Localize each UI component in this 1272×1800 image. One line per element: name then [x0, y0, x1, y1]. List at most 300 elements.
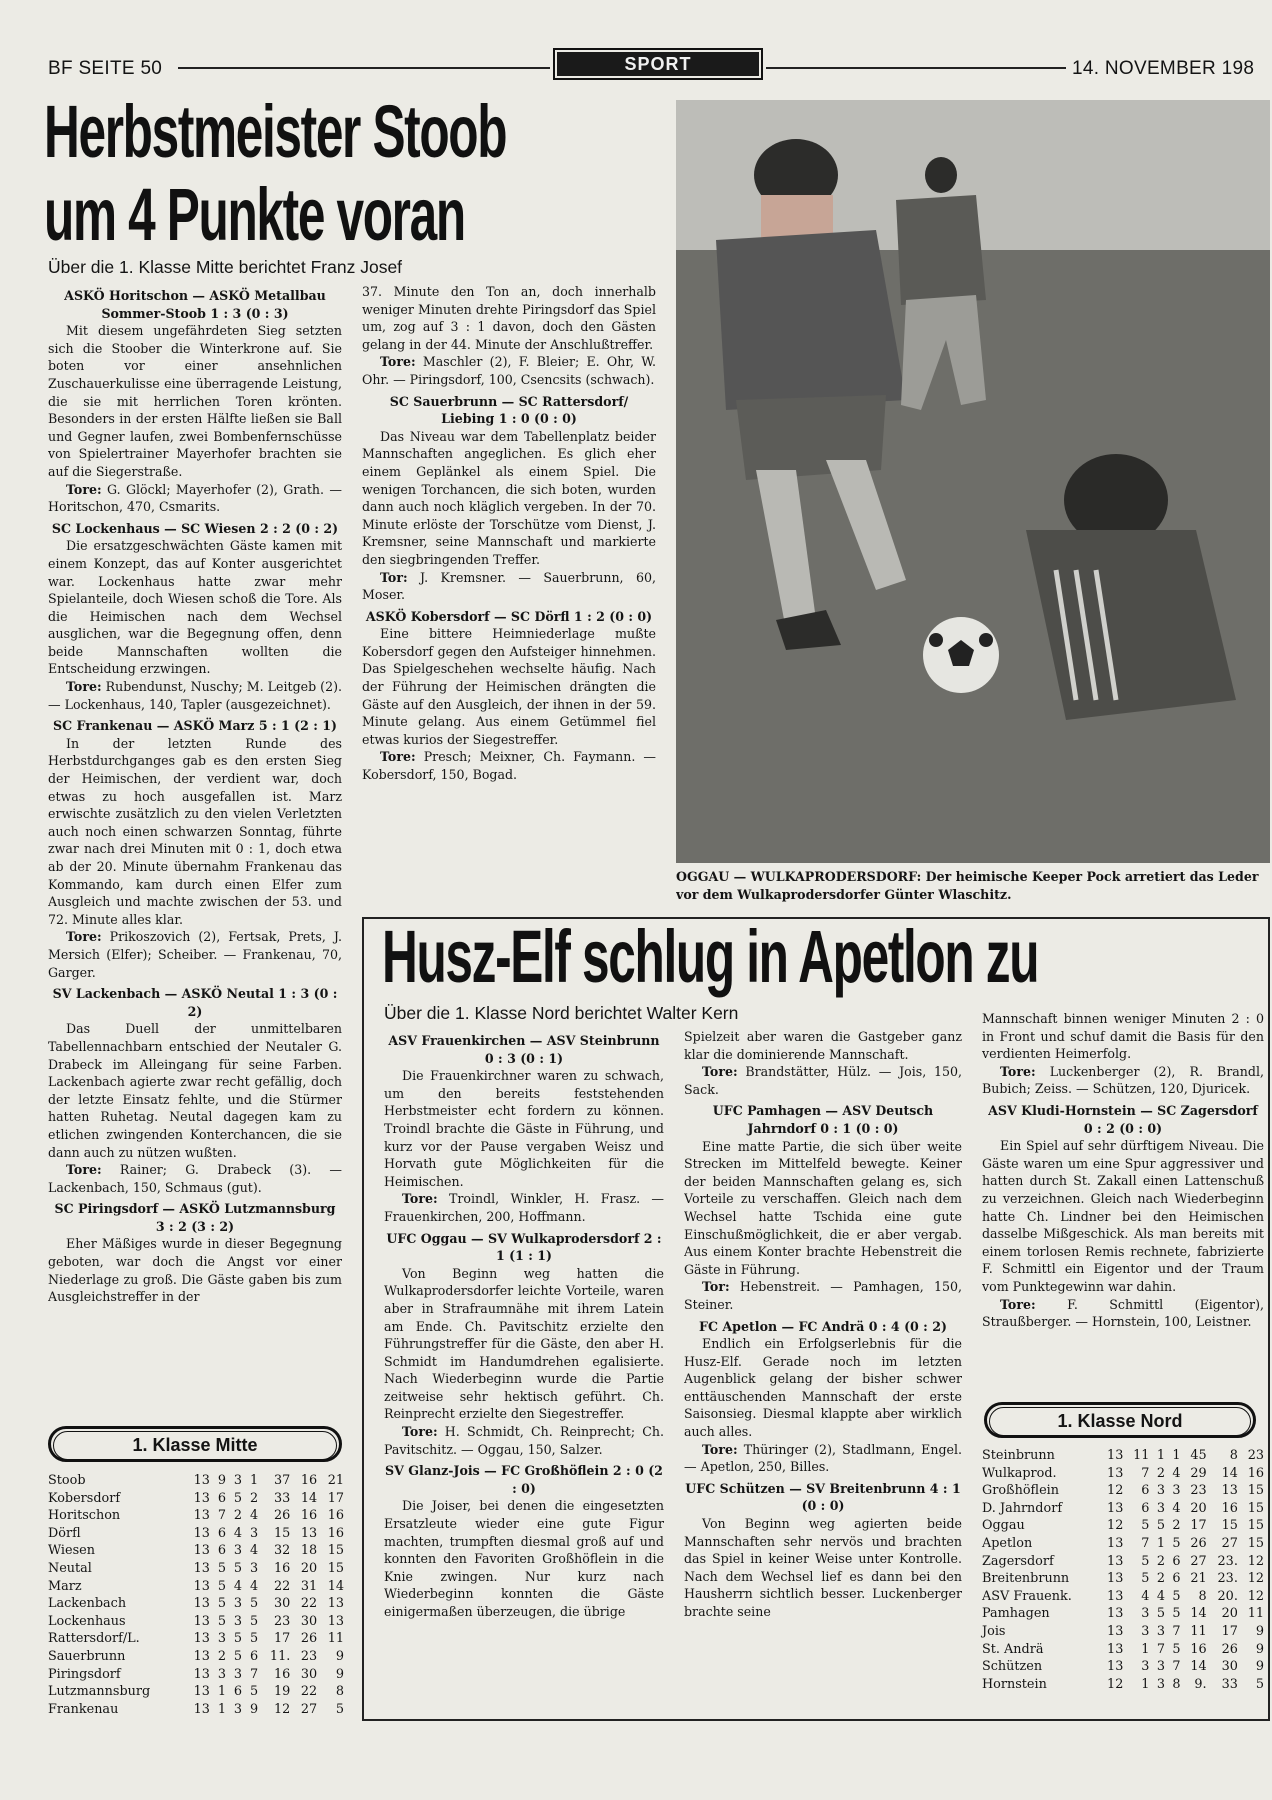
stat-cell: 3: [217, 1666, 226, 1682]
team-name: Jois: [982, 1623, 1006, 1639]
stat-cell: 13: [193, 1596, 210, 1612]
report-paragraph: Das Duell der unmittelbaren Tabellennachbarn entschied der Neutaler G. Drabeck im Alleingang für seine Farben. Lackenbach agierte zwar recht gefällig, doch der letzte Einsatz fehlte, und die Stürmer hatten Ruhetag. Neutal dagegen kam zu etlichen zwingenden Konterchancen, die sie dann auch zu nützen wußten.: [48, 1021, 342, 1160]
match-heading: SV Lackenbach — ASKÖ Neutal 1 : 3 (0 : 2): [52, 986, 338, 1019]
report-paragraph: Die Frauenkirchner waren zu schwach, um den bereits feststehenden Herbstmeister echt fordern zu können. Troindl brachte die Gäste in Führung, und kurz vor der Pause vergaben Weisz und Horvath gute Möglichkeiten für die Heimischen.: [384, 1068, 664, 1189]
report-paragraph: Eine matte Partie, die sich über weite Strecken im Mittelfeld bewegte. Keiner der beiden Mannschaften gelang es, sich Vorteile zu verschaffen. Gleich nach dem Wechsel hatte Tschida eine gute Einschußmöglichkeit, die er aber vergab. Aus einem Konter brachte Hebenstreit die Gäste in Führung.: [684, 1138, 962, 1277]
stat-cell: 2: [233, 1508, 243, 1524]
match-photo: [676, 100, 1270, 863]
stat-cell: 17: [273, 1631, 291, 1647]
scorers-label: Tore:: [1000, 1296, 1036, 1312]
standings-row: [982, 1465, 1264, 1483]
stat-cell: 15: [1247, 1500, 1264, 1516]
article1-headline-line1: Herbstmeister Stoob: [44, 90, 507, 173]
stat-cell: 22: [300, 1684, 318, 1700]
team-name: Sauerbrunn: [48, 1648, 126, 1664]
stat-cell: 13: [300, 1525, 318, 1541]
stat-cell: 20: [300, 1560, 318, 1576]
stat-cell: 33: [1221, 1676, 1238, 1692]
stat-cell: 9: [335, 1666, 344, 1682]
scorers-line: [982, 1296, 1264, 1331]
stat-cell: 5: [1141, 1571, 1150, 1587]
stat-cell: 23.: [1217, 1553, 1238, 1569]
scorers-text: Troindl, Winkler, H. Frasz. — Frauenkirchen, 200, Hoffmann.: [384, 1191, 664, 1224]
team-name: Hornstein: [982, 1676, 1047, 1692]
standings-mitte-title: [48, 1426, 342, 1462]
stat-cell: 13: [1107, 1500, 1124, 1516]
scorers-label: Tore:: [380, 749, 416, 765]
stat-cell: 26: [300, 1631, 318, 1647]
scorers-label: Tore:: [402, 1424, 438, 1440]
team-name: Oggau: [982, 1518, 1025, 1534]
stat-cell: 16: [300, 1508, 318, 1524]
article1-column-2: [362, 283, 656, 907]
scorers-line: [684, 1063, 962, 1098]
stat-cell: 5: [217, 1578, 226, 1594]
team-name: Dörfl: [48, 1525, 81, 1541]
scorers-label: Tore:: [66, 481, 102, 497]
stat-cell: 13: [1107, 1448, 1124, 1463]
standings-row: [48, 1630, 344, 1648]
stat-cell: 9: [249, 1701, 259, 1717]
standings-nord-table: [982, 1447, 1264, 1693]
stat-cell: 6: [217, 1525, 226, 1541]
stat-cell: 14: [1190, 1659, 1207, 1675]
stat-cell: 9: [1255, 1659, 1264, 1675]
standings-row: [48, 1648, 344, 1666]
stat-cell: 22: [273, 1578, 291, 1594]
stat-cell: 29: [1190, 1465, 1207, 1481]
scorers-text: Prikoszovich (2), Fertsak, Prets, J. Mersich (Elfer); Scheiber. — Frankenau, 70, Garger.: [48, 929, 342, 980]
stat-cell: 30: [273, 1596, 291, 1612]
issue-date: 14. NOVEMBER 198: [1072, 58, 1255, 79]
stat-cell: 13: [1107, 1641, 1124, 1657]
stat-cell: 5: [1156, 1606, 1165, 1622]
team-name: Apetlon: [982, 1535, 1033, 1551]
stat-cell: 3: [217, 1631, 226, 1647]
header-rule-left: [178, 67, 550, 69]
article2-column-2: [684, 1028, 962, 1714]
team-name: Lutzmannsburg: [48, 1684, 151, 1700]
standings-row: [48, 1683, 344, 1701]
stat-cell: 20: [1221, 1606, 1238, 1622]
stat-cell: 8: [1198, 1588, 1207, 1604]
stat-cell: 13: [1107, 1606, 1124, 1622]
scorers-text: Luckenberger (2), R. Brandl, Bubich; Zeiss. — Schützen, 120, Djuricek.: [982, 1063, 1264, 1097]
standings-row: [982, 1447, 1264, 1465]
team-name: Zagersdorf: [982, 1553, 1054, 1569]
match-heading: ASV Frauenkirchen — ASV Steinbrunn 0 : 3 (0 : 1): [388, 1033, 660, 1066]
stat-cell: 4: [249, 1508, 259, 1524]
article1-headline-line2: um 4 Punkte voran: [44, 173, 465, 256]
scorers-label: Tore:: [1000, 1063, 1036, 1079]
stat-cell: 5: [1172, 1535, 1181, 1551]
match-heading: SC Piringsdorf — ASKÖ Lutzmannsburg 3 : 2 (3 : 2): [54, 1201, 336, 1234]
stat-cell: 5: [249, 1596, 259, 1612]
stat-cell: 21: [1190, 1571, 1207, 1587]
stat-cell: 5: [249, 1631, 259, 1647]
stat-cell: 5: [249, 1613, 259, 1629]
stat-cell: 13: [193, 1508, 210, 1524]
stat-cell: 9: [335, 1648, 344, 1664]
stat-cell: 3: [233, 1666, 243, 1682]
article2-column-1: [384, 1028, 664, 1714]
stat-cell: 30: [300, 1613, 318, 1629]
stat-cell: 23.: [1217, 1571, 1238, 1587]
match-heading: SC Frankenau — ASKÖ Marz 5 : 1 (2 : 1): [52, 718, 338, 734]
standings-row: [48, 1595, 344, 1613]
match-heading: FC Apetlon — FC Andrä 0 : 4 (0 : 2): [699, 1318, 947, 1334]
stat-cell: 27: [300, 1701, 318, 1717]
stat-cell: 4: [249, 1543, 259, 1559]
standings-row: [982, 1570, 1264, 1588]
stat-cell: 20.: [1217, 1588, 1238, 1604]
scorers-label: Tore:: [702, 1064, 738, 1080]
stat-cell: 3: [1141, 1623, 1150, 1639]
stat-cell: 21: [327, 1473, 344, 1488]
stat-cell: 6: [217, 1490, 226, 1506]
standings-row: [48, 1490, 344, 1508]
stat-cell: 5: [217, 1560, 226, 1576]
stat-cell: 3: [233, 1701, 243, 1717]
stat-cell: 12: [1107, 1483, 1124, 1499]
scorers-line: [48, 481, 342, 516]
scorers-line: [48, 928, 342, 981]
stat-cell: 1: [217, 1701, 226, 1717]
stat-cell: 13: [193, 1578, 210, 1594]
stat-cell: 7: [217, 1508, 226, 1524]
stat-cell: 3: [1172, 1483, 1181, 1499]
stat-cell: 13: [1107, 1659, 1124, 1675]
stat-cell: 13: [193, 1490, 210, 1506]
standings-row: [982, 1482, 1264, 1500]
stat-cell: 45: [1190, 1448, 1207, 1463]
stat-cell: 13: [1107, 1588, 1124, 1604]
report-paragraph: Endlich ein Erfolgserlebnis für die Husz-Elf. Gerade noch im letzten Augenblick gelang der bisher schwer enttäuschenden Mannschaft der erste Saisonsieg. Diesmal klappte aber wirklich auch alles.: [684, 1336, 962, 1440]
stat-cell: 9: [217, 1473, 226, 1488]
stat-cell: 6: [233, 1684, 243, 1700]
stat-cell: 15: [327, 1560, 344, 1576]
stat-cell: 8: [1172, 1676, 1181, 1692]
stat-cell: 13: [1107, 1465, 1124, 1481]
standings-row: [982, 1658, 1264, 1676]
stat-cell: 19: [273, 1684, 291, 1700]
stat-cell: 12: [1107, 1676, 1124, 1692]
stat-cell: 26: [1190, 1535, 1207, 1551]
stat-cell: 6: [1141, 1500, 1150, 1516]
stat-cell: 13: [327, 1613, 344, 1629]
team-name: D. Jahrndorf: [982, 1500, 1063, 1516]
scorers-text: Presch; Meixner, Ch. Faymann. — Kobersdorf, 150, Bogad.: [362, 749, 656, 783]
article2-byline: Über die 1. Klasse Nord berichtet Walter Kern: [384, 1003, 739, 1023]
team-name: Pamhagen: [982, 1606, 1050, 1622]
scorers-text: Hebenstreit. — Pamhagen, 150, Steiner.: [684, 1279, 962, 1312]
stat-cell: 4: [1172, 1500, 1181, 1516]
stat-cell: 6: [1172, 1571, 1181, 1587]
team-name: Stoob: [48, 1473, 86, 1488]
section-label: SPORT: [557, 52, 759, 76]
standings-nord-title-text: 1. Klasse Nord: [989, 1407, 1251, 1436]
header-rule-right: [766, 67, 1066, 69]
standings-row: [48, 1578, 344, 1596]
stat-cell: 7: [1172, 1659, 1181, 1675]
scorers-label: Tor:: [380, 569, 408, 585]
match-heading: SV Glanz-Jois — FC Großhöflein 2 : 0 (2 : 0): [385, 1463, 663, 1496]
stat-cell: 12: [1247, 1571, 1264, 1587]
stat-cell: 5: [1172, 1641, 1181, 1657]
stat-cell: 16: [273, 1560, 291, 1576]
report-paragraph: Das Niveau war dem Tabellenplatz beider Mannschaften angeglichen. Es glich eher einem Geplänkel als einem Spiel. Die wenigen Torchancen, die sich boten, wurden dann auch noch kläglich vergeben. In der 70. Minute erlöste der Torschütze vom Dienst, J. Kremsner, seine Mannschaft und markierte den siegbringenden Treffer.: [362, 428, 656, 567]
page-number: BF SEITE 50: [48, 58, 163, 79]
standings-row: [982, 1641, 1264, 1659]
stat-cell: 1: [1156, 1448, 1165, 1463]
team-name: Rattersdorf/L.: [48, 1631, 140, 1647]
stat-cell: 16: [327, 1508, 344, 1524]
stat-cell: 3: [1141, 1606, 1150, 1622]
stat-cell: 16: [1190, 1641, 1207, 1657]
stat-cell: 3: [233, 1596, 243, 1612]
stat-cell: 8: [1229, 1448, 1238, 1463]
stat-cell: 33: [273, 1490, 291, 1506]
stat-cell: 5: [1172, 1606, 1181, 1622]
standings-row: [982, 1676, 1264, 1694]
stat-cell: 26: [273, 1508, 291, 1524]
stat-cell: 17: [1190, 1518, 1207, 1534]
stat-cell: 12: [1247, 1553, 1264, 1569]
stat-cell: 1: [249, 1473, 259, 1488]
stat-cell: 8: [335, 1684, 344, 1700]
stat-cell: 15: [1247, 1518, 1264, 1534]
report-paragraph: Eher Mäßiges wurde in dieser Begegnung geboten, war doch die Angst vor einer Niederlage zu groß. Die Gäste gaben bis zum Ausgleichstreffer in der: [48, 1236, 342, 1305]
stat-cell: 3: [1156, 1500, 1165, 1516]
stat-cell: 1: [1172, 1448, 1181, 1463]
stat-cell: 15: [1247, 1535, 1264, 1551]
scorers-text: Rainer; G. Drabeck (3). — Lackenbach, 150, Schmaus (gut).: [48, 1162, 342, 1195]
stat-cell: 13: [193, 1684, 210, 1700]
stat-cell: 2: [1156, 1571, 1165, 1587]
stat-cell: 13: [193, 1560, 210, 1576]
stat-cell: 5: [233, 1490, 243, 1506]
stat-cell: 1: [1156, 1535, 1165, 1551]
scorers-line: [982, 1063, 1264, 1098]
stat-cell: 13: [193, 1613, 210, 1629]
stat-cell: 5: [233, 1631, 243, 1647]
stat-cell: 5: [233, 1648, 243, 1664]
stat-cell: 18: [300, 1543, 318, 1559]
stat-cell: 11: [327, 1631, 344, 1647]
standings-mitte-table: [48, 1472, 344, 1718]
stat-cell: 5: [1172, 1588, 1181, 1604]
stat-cell: 5: [1141, 1518, 1150, 1534]
stat-cell: 3: [1156, 1676, 1165, 1692]
match-heading: UFC Schützen — SV Breitenbrunn 4 : 1 (0 : 0): [685, 1480, 961, 1514]
standings-row: [982, 1588, 1264, 1606]
stat-cell: 11: [1133, 1448, 1150, 1463]
stat-cell: 32: [273, 1543, 291, 1559]
scorers-text: Thüringer (2), Stadlmann, Engel. — Apetlon, 250, Billes.: [684, 1441, 962, 1475]
stat-cell: 13: [193, 1543, 210, 1559]
standings-mitte-title-text: 1. Klasse Mitte: [53, 1431, 337, 1460]
stat-cell: 13: [193, 1701, 210, 1717]
stat-cell: 5: [335, 1701, 344, 1717]
stat-cell: 14: [327, 1578, 344, 1594]
stat-cell: 1: [217, 1684, 226, 1700]
stat-cell: 2: [1156, 1465, 1165, 1481]
stat-cell: 3: [1141, 1659, 1150, 1675]
stat-cell: 2: [249, 1490, 259, 1506]
stat-cell: 3: [249, 1525, 259, 1541]
section-tag: [553, 48, 763, 80]
team-name: Kobersdorf: [48, 1490, 121, 1506]
team-name: Wulkaprod.: [982, 1465, 1057, 1481]
team-name: Großhöflein: [982, 1483, 1059, 1499]
standings-mitte: [48, 1472, 344, 1718]
stat-cell: 6: [1172, 1553, 1181, 1569]
standings-nord-title: [984, 1402, 1256, 1438]
stat-cell: 4: [1156, 1588, 1165, 1604]
stat-cell: 5: [1255, 1676, 1264, 1692]
report-paragraph: Die Joiser, bei denen die eingesetzten Ersatzleute wieder eine gute Figur machten, trumpften diesmal groß auf und konnten den Favoriten Großhöflein in die Knie zwingen. Nur kurz nach Wiederbeginn konnten die Gäste einigermaßen überzeugen, die übrige: [384, 1498, 664, 1619]
stat-cell: 13: [193, 1525, 210, 1541]
stat-cell: 3: [249, 1560, 259, 1576]
scorers-line: [384, 1423, 664, 1458]
standings-row: [982, 1535, 1264, 1553]
stat-cell: 15: [1221, 1518, 1238, 1534]
team-name: Frankenau: [48, 1701, 119, 1717]
report-paragraph: Von Beginn weg agierten beide Mannschaften sehr nervös und brachten das Spiel in keiner Weise unter Kontrolle. Nach dem Wechsel lief es dann bei den Hausherrn sichtlich besser. Luckenberger brachte seine: [684, 1516, 962, 1619]
scorers-line: [48, 678, 342, 713]
standings-row: [48, 1666, 344, 1684]
match-heading: UFC Oggau — SV Wulkaprodersdorf 2 : 1 (1 : 1): [386, 1230, 662, 1264]
scorers-label: Tore:: [702, 1441, 738, 1457]
report-paragraph: Spielzeit aber waren die Gastgeber ganz klar die dominierende Mannschaft.: [684, 1029, 962, 1062]
scorers-label: Tore:: [380, 354, 416, 370]
stat-cell: 13: [1107, 1553, 1124, 1569]
stat-cell: 7: [1141, 1465, 1150, 1481]
scorers-text: Maschler (2), F. Bleier; E. Ohr, W. Ohr. — Piringsdorf, 100, Csencsits (schwach).: [362, 354, 656, 387]
stat-cell: 27: [1221, 1535, 1238, 1551]
team-name: Breitenbrunn: [982, 1571, 1070, 1587]
scorers-line: [362, 353, 656, 388]
match-heading: ASKÖ Horitschon — ASKÖ Metallbau Sommer-Stoob 1 : 3 (0 : 3): [64, 288, 326, 321]
stat-cell: 11: [1247, 1606, 1264, 1622]
stat-cell: 23: [300, 1648, 318, 1664]
match-heading: SC Sauerbrunn — SC Rattersdorf/ Liebing 1 : 0 (0 : 0): [389, 393, 629, 427]
stat-cell: 2: [1172, 1518, 1181, 1534]
stat-cell: 1: [1141, 1641, 1150, 1657]
team-name: Wiesen: [48, 1543, 95, 1559]
stat-cell: 7: [1156, 1641, 1165, 1657]
stat-cell: 14: [1190, 1606, 1207, 1622]
stat-cell: 6: [1141, 1483, 1150, 1499]
scorers-line: [362, 748, 656, 783]
stat-cell: 12: [1107, 1518, 1124, 1534]
stat-cell: 9.: [1194, 1676, 1207, 1692]
standings-nord: [982, 1447, 1264, 1693]
stat-cell: 13: [193, 1631, 210, 1647]
team-name: Schützen: [982, 1659, 1043, 1675]
team-name: Piringsdorf: [48, 1666, 121, 1682]
standings-row: [48, 1613, 344, 1631]
stat-cell: 15: [273, 1525, 291, 1541]
stat-cell: 13: [327, 1596, 344, 1612]
stat-cell: 2: [217, 1648, 226, 1664]
scorers-label: Tore:: [66, 679, 102, 695]
article1-column-1: [48, 283, 342, 1415]
stat-cell: 14: [300, 1490, 318, 1506]
stat-cell: 20: [1190, 1500, 1207, 1516]
standings-row: [982, 1553, 1264, 1571]
standings-row: [48, 1525, 344, 1543]
stat-cell: 13: [1107, 1571, 1124, 1587]
stat-cell: 13: [1221, 1483, 1238, 1499]
stat-cell: 30: [1221, 1659, 1238, 1675]
scorers-text: H. Schmidt, Ch. Reinprecht; Ch. Pavitschitz. — Oggau, 150, Salzer.: [384, 1424, 664, 1457]
stat-cell: 14: [1221, 1465, 1238, 1481]
match-heading: ASV Kludi-Hornstein — SC Zagersdorf 0 : 2 (0 : 0): [988, 1102, 1258, 1136]
stat-cell: 16: [1221, 1500, 1238, 1516]
report-paragraph: In der letzten Runde des Herbstdurchganges gab es den ersten Sieg der Heimischen, der verdient war, doch etwas zu hoch ausgefallen ist. Marz erwischte zusätzlich zu den vielen Verletzten auch noch einen schwarzen Sonntag, führte zwar nach drei Minuten mit 0 : 1, doch etwa ab der 20. Minute übernahm Frankenau das Kommando, kam durch einen Elfer zum Ausgleich und machte zwischen der 53. und 72. Minute alles klar.: [48, 735, 342, 927]
scorers-line: [684, 1441, 962, 1476]
standings-row: [48, 1542, 344, 1560]
team-name: Horitschon: [48, 1508, 121, 1524]
stat-cell: 5: [249, 1684, 259, 1700]
stat-cell: 13: [1107, 1535, 1124, 1551]
stat-cell: 4: [233, 1525, 243, 1541]
stat-cell: 4: [233, 1578, 243, 1594]
scorers-label: Tore:: [66, 1162, 102, 1178]
stat-cell: 30: [300, 1666, 318, 1682]
stat-cell: 17: [327, 1490, 344, 1506]
scorers-text: F. Schmittl (Eigentor), Straußberger. — Hornstein, 100, Leistner.: [982, 1296, 1264, 1330]
team-name: Marz: [48, 1578, 82, 1594]
stat-cell: 13: [1107, 1623, 1124, 1639]
stat-cell: 13: [193, 1473, 210, 1488]
stat-cell: 22: [300, 1596, 318, 1612]
report-paragraph: Eine bittere Heimniederlage mußte Kobersdorf gegen den Aufsteiger hinnehmen. Das Spielgeschehen wechselte häufig. Nach der Führung der Heimischen drängten die Gäste auf den Ausgleich, der ihnen in der 59. Minute gelang. Aus einem Getümmel fiel etwas kurios der Siegestreffer.: [362, 626, 656, 747]
scorers-text: J. Kremsner. — Sauerbrunn, 60, Moser.: [362, 569, 656, 603]
stat-cell: 6: [217, 1543, 226, 1559]
scorers-line: [362, 569, 656, 604]
stat-cell: 12: [1247, 1588, 1264, 1604]
stat-cell: 1: [1141, 1676, 1150, 1692]
stat-cell: 13: [193, 1666, 210, 1682]
stat-cell: 15: [1247, 1483, 1264, 1499]
standings-row: [48, 1701, 344, 1719]
team-name: Steinbrunn: [982, 1448, 1055, 1463]
standings-row: [48, 1507, 344, 1525]
match-photo-graphic: [676, 100, 1270, 863]
stat-cell: 3: [233, 1543, 243, 1559]
standings-row: [48, 1472, 344, 1490]
standings-row: [982, 1605, 1264, 1623]
stat-cell: 16: [327, 1525, 344, 1541]
stat-cell: 11: [1190, 1623, 1207, 1639]
standings-row: [982, 1517, 1264, 1535]
team-name: Lockenhaus: [48, 1613, 126, 1629]
stat-cell: 7: [249, 1666, 259, 1682]
standings-row: [982, 1623, 1264, 1641]
stat-cell: 5: [217, 1596, 226, 1612]
stat-cell: 16: [300, 1473, 318, 1488]
stat-cell: 2: [1156, 1553, 1165, 1569]
stat-cell: 11.: [269, 1648, 291, 1664]
stat-cell: 5: [1141, 1553, 1150, 1569]
stat-cell: 17: [1221, 1623, 1238, 1639]
stat-cell: 7: [1141, 1535, 1150, 1551]
stat-cell: 3: [233, 1473, 243, 1488]
stat-cell: 4: [1141, 1588, 1150, 1604]
stat-cell: 12: [273, 1701, 291, 1717]
